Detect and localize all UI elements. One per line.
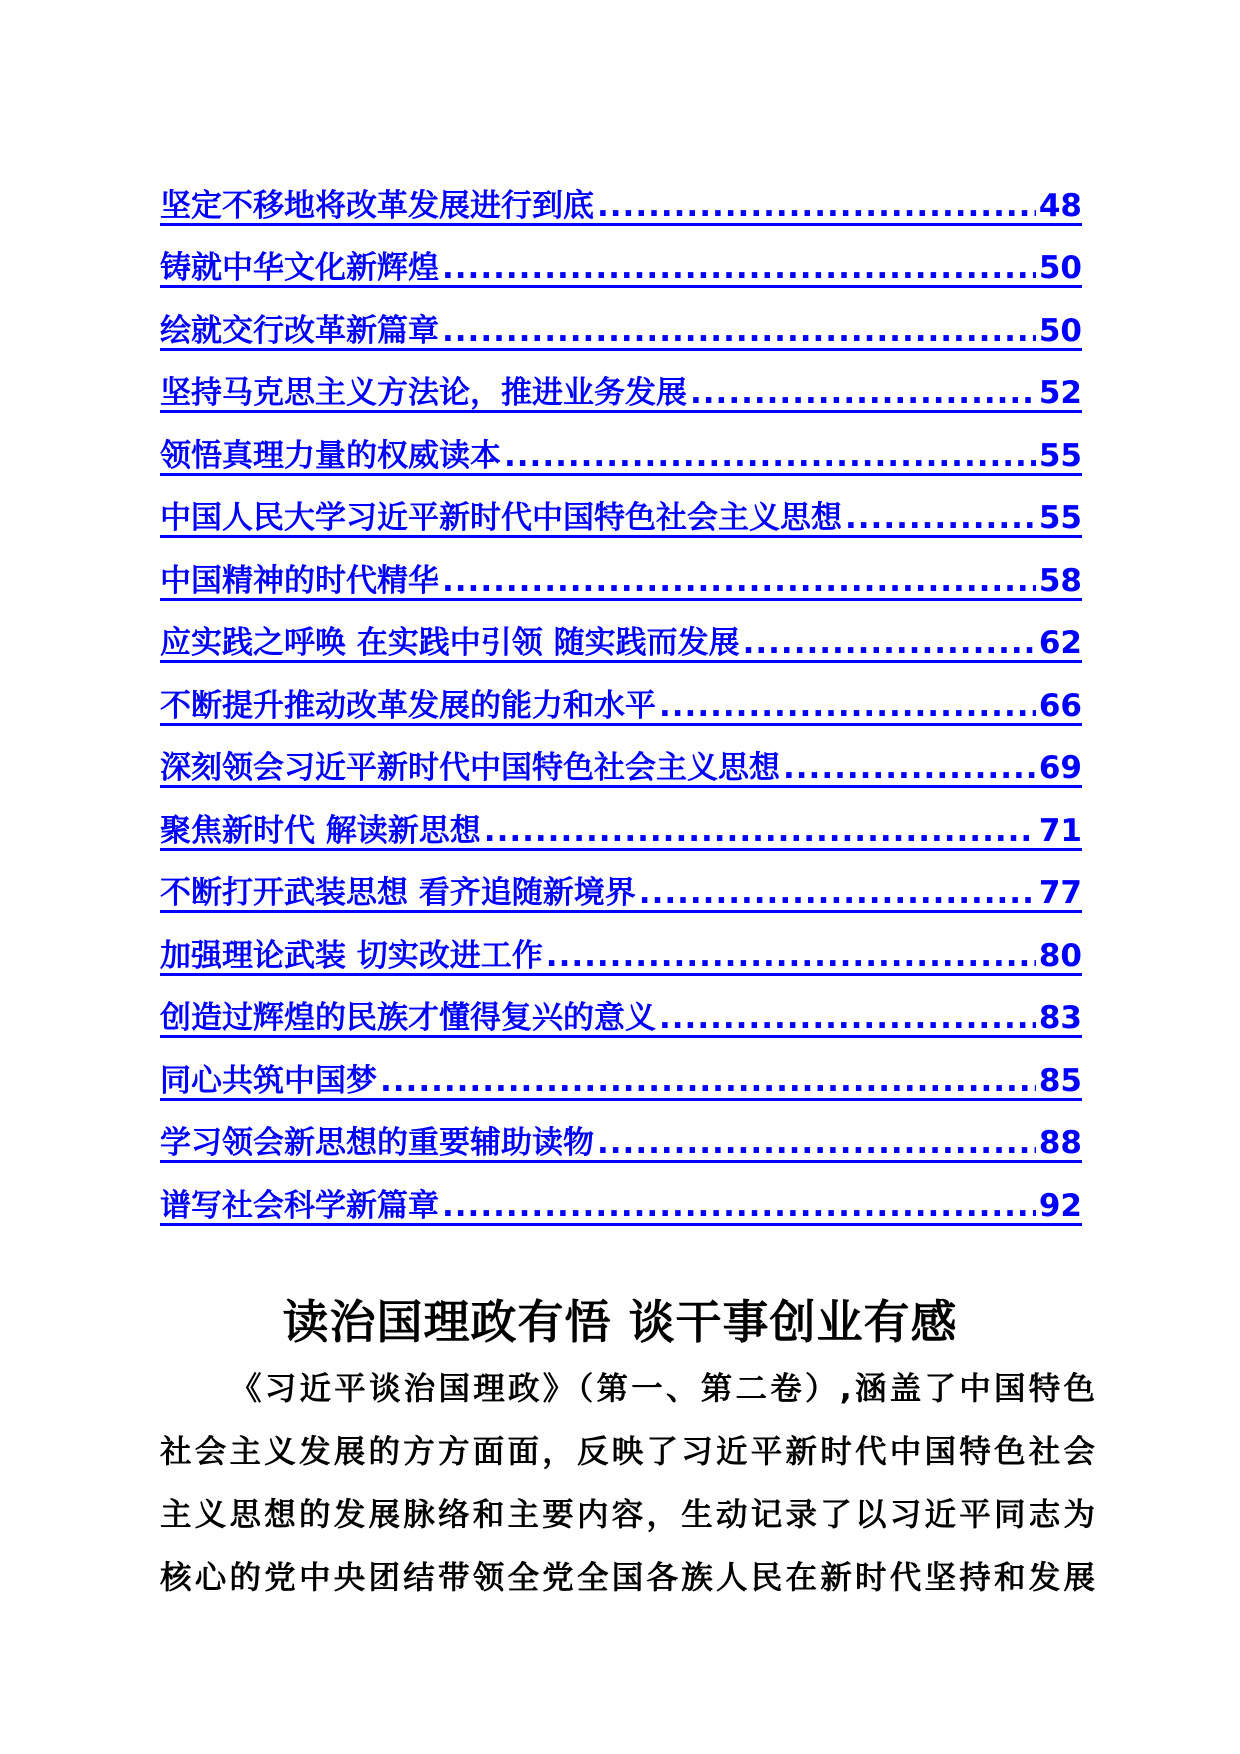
toc-entry-title: 中国人民大学习近平新时代中国特色社会主义思想 (160, 500, 842, 536)
toc-dot-leader (504, 441, 1036, 472)
toc-entry-title: 应实践之呼唤 在实践中引领 随实践而发展 (160, 625, 740, 661)
article-title: 读治国理政有悟 谈干事创业有感 (282, 1294, 958, 1349)
toc-entry-page: 48 (1038, 187, 1082, 224)
toc-entry-title: 深刻领会习近平新时代中国特色社会主义思想 (160, 750, 780, 786)
toc-entry[interactable] (160, 788, 1082, 851)
toc-dot-leader (659, 1003, 1036, 1034)
toc-entry[interactable] (160, 226, 1082, 289)
toc-entry-title: 创造过辉煌的民族才懂得复兴的意义 (160, 1000, 656, 1036)
toc-entry-page: 85 (1038, 1062, 1082, 1099)
toc-entry-page: 55 (1038, 437, 1082, 474)
toc-entry[interactable] (160, 1101, 1082, 1164)
toc-entry-title: 坚定不移地将改革发展进行到底 (160, 187, 594, 224)
body-text-line: 核心的党中央团结带领全党全国各族人民在新时代坚持和发展 (160, 1560, 1095, 1596)
toc-entry-title: 聚焦新时代 解读新思想 (160, 812, 481, 849)
table-of-contents (160, 163, 1082, 1226)
toc-entry-title: 谱写社会科学新篇章 (160, 1187, 439, 1224)
toc-entry-title: 不断提升推动改革发展的能力和水平 (160, 687, 656, 724)
toc-dot-leader (659, 691, 1036, 722)
toc-dot-leader (597, 1128, 1036, 1159)
toc-entry-page: 55 (1038, 500, 1082, 536)
toc-entry[interactable] (160, 726, 1082, 789)
toc-dot-leader (743, 628, 1036, 659)
toc-entry-title: 领悟真理力量的权威读本 (160, 437, 501, 474)
toc-entry-page: 66 (1038, 687, 1082, 724)
toc-entry-title: 铸就中华文化新辉煌 (160, 250, 439, 286)
toc-entry-page: 50 (1038, 250, 1082, 286)
toc-dot-leader (380, 1066, 1036, 1097)
toc-entry-page: 69 (1038, 750, 1082, 786)
toc-entry[interactable] (160, 288, 1082, 351)
toc-entry[interactable] (160, 1038, 1082, 1101)
toc-entry-page: 80 (1038, 937, 1082, 974)
toc-entry-title: 不断打开武装思想 看齐追随新境界 (160, 875, 636, 911)
toc-entry[interactable] (160, 351, 1082, 414)
toc-dot-leader (597, 191, 1036, 222)
toc-dot-leader (639, 878, 1036, 909)
toc-entry-title: 坚持马克思主义方法论，推进业务发展 (160, 375, 687, 411)
toc-entry-page: 50 (1038, 312, 1082, 349)
body-text-line: 《习近平谈治国理政》（第一、第二卷）,涵盖了中国特色 (230, 1371, 1095, 1407)
toc-dot-leader (484, 816, 1036, 847)
toc-dot-leader (783, 753, 1036, 784)
toc-entry-page: 83 (1038, 1000, 1082, 1036)
toc-entry[interactable] (160, 163, 1082, 226)
toc-entry-page: 52 (1038, 375, 1082, 411)
toc-entry-page: 71 (1038, 812, 1082, 849)
toc-dot-leader (546, 941, 1036, 972)
toc-dot-leader (845, 503, 1036, 534)
toc-entry[interactable] (160, 538, 1082, 601)
toc-entry[interactable] (160, 476, 1082, 539)
toc-dot-leader (442, 253, 1036, 284)
toc-entry-title: 中国精神的时代精华 (160, 562, 439, 599)
toc-entry[interactable] (160, 1163, 1082, 1226)
toc-entry-title: 加强理论武装 切实改进工作 (160, 937, 543, 974)
toc-dot-leader (690, 378, 1036, 409)
toc-entry-title: 同心共筑中国梦 (160, 1062, 377, 1099)
toc-entry[interactable] (160, 601, 1082, 664)
toc-entry[interactable] (160, 851, 1082, 914)
body-text-line: 社会主义发展的方方面面，反映了习近平新时代中国特色社会 (160, 1434, 1095, 1470)
toc-entry[interactable] (160, 913, 1082, 976)
toc-entry-page: 88 (1038, 1125, 1082, 1161)
toc-entry-title: 绘就交行改革新篇章 (160, 312, 439, 349)
toc-dot-leader (442, 1191, 1036, 1222)
toc-dot-leader (442, 566, 1036, 597)
toc-entry[interactable] (160, 976, 1082, 1039)
toc-entry-page: 92 (1038, 1187, 1082, 1224)
toc-entry-page: 62 (1038, 625, 1082, 661)
toc-entry-page: 58 (1038, 562, 1082, 599)
toc-entry[interactable] (160, 663, 1082, 726)
toc-entry[interactable] (160, 413, 1082, 476)
toc-entry-page: 77 (1038, 875, 1082, 911)
toc-entry-title: 学习领会新思想的重要辅助读物 (160, 1125, 594, 1161)
toc-dot-leader (442, 316, 1036, 347)
body-text-line: 主义思想的发展脉络和主要内容，生动记录了以习近平同志为 (160, 1497, 1095, 1533)
article-body (160, 1358, 1095, 1610)
